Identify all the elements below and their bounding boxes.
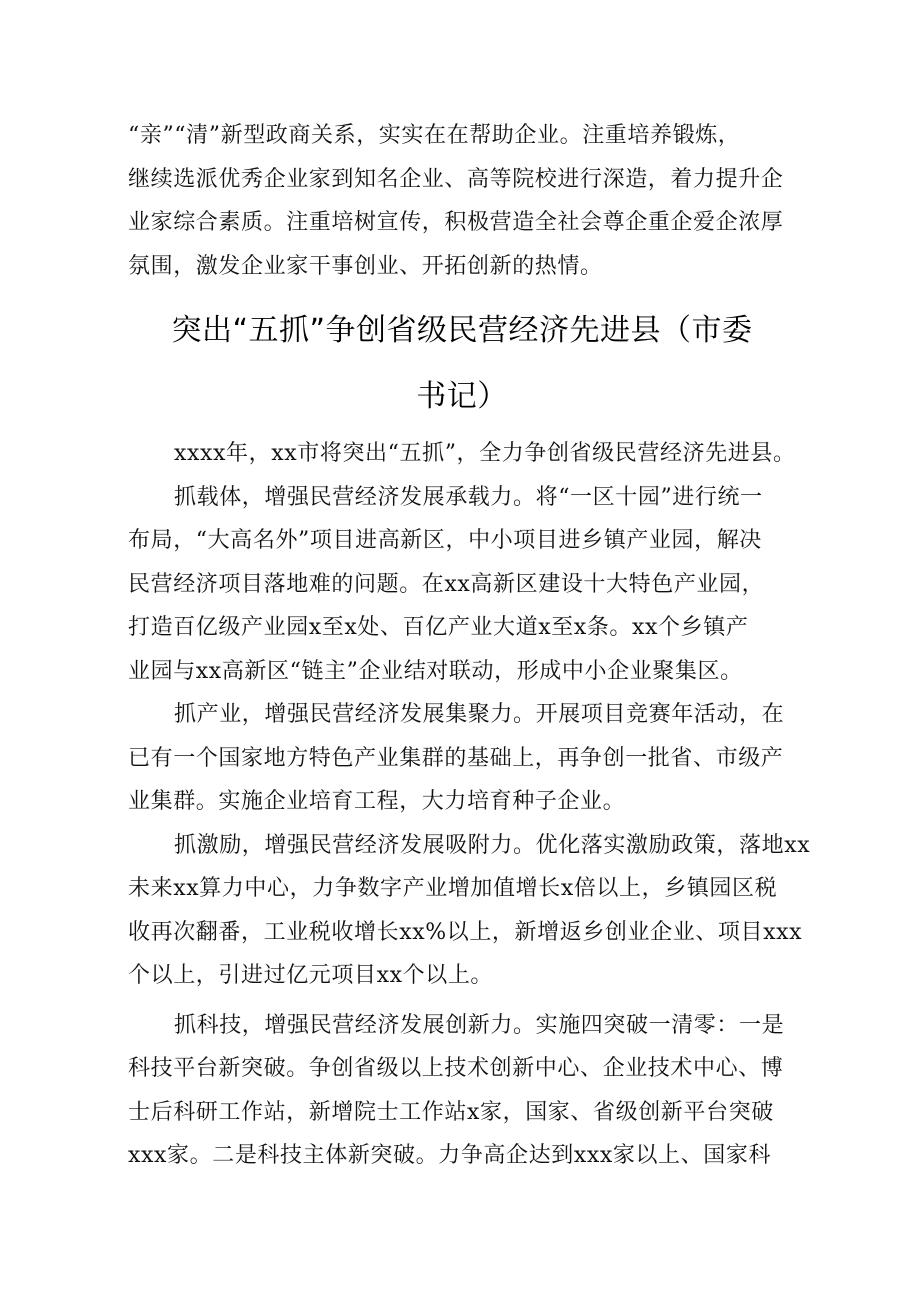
paragraph-carrier	[128, 476, 796, 694]
text-line: “亲”“清”新型政商关系，实实在在帮助企业。注重培养锻炼，	[128, 123, 741, 148]
text-line: 士后科研工作站，新增院士工作站x家，国家、省级创新平台突破	[128, 1099, 774, 1125]
text-line: 抓激励，增强民营经济发展吸附力。优化落实激励政策，落地xx	[174, 832, 811, 858]
heading-line: 书记）	[416, 379, 508, 414]
text-line: 抓科技，增强民营经济发展创新力。实施四突破一清零：一是	[174, 1012, 785, 1038]
text-line: 抓载体，增强民营经济发展承载力。将“一区十园”进行统一	[174, 484, 763, 510]
text-line: 业家综合素质。注重培树宣传，积极营造全社会尊企重企爱企浓厚	[128, 210, 784, 235]
text-line: 民营经济项目落地难的问题。在xx高新区建设十大特色产业园，	[128, 571, 765, 597]
text-line: 抓产业，增强民营经济发展集聚力。开展项目竞赛年活动，在	[174, 702, 785, 727]
paragraph-industry	[128, 693, 796, 824]
text-line: 打造百亿级产业园x至x处、百亿产业大道x至x条。xx个乡镇产	[128, 615, 749, 640]
paragraph-overview	[128, 432, 796, 476]
text-line: 氛围，激发企业家干事创业、开拓创新的热情。	[128, 253, 603, 279]
text-line: 收再次翻番，工业税收增长xx%以上，新增返乡创业企业、项目xxx	[128, 919, 803, 945]
heading-line: 突出“五抓”争创省级民营经济先进县（市委	[171, 313, 753, 348]
text-line: 继续选派优秀企业家到知名企业、高等院校进行深造，着力提升企	[128, 166, 784, 192]
section-heading	[128, 298, 796, 430]
paragraph-incentive	[128, 824, 811, 998]
text-line: 科技平台新突破。争创省级以上技术创新中心、企业技术中心、博	[128, 1056, 784, 1081]
text-line: xxx家。二是科技主体新突破。力争高企达到xxx家以上、国家科	[128, 1143, 772, 1168]
text-line: 个以上，引进过亿元项目xx个以上。	[128, 963, 494, 988]
document-body	[128, 114, 811, 1178]
text-line: 业集群。实施企业培育工程，大力培育种子企业。	[128, 789, 626, 814]
text-line: 业园与xx高新区“链主”企业结对联动，形成中小企业聚集区。	[128, 658, 743, 684]
paragraph-technology	[128, 1004, 796, 1178]
text-line: 已有一个国家地方特色产业集群的基础上，再争创一批省、市级产	[128, 745, 784, 771]
text-line: 未来xx算力中心，力争数字产业增加值增长x倍以上，乡镇园区税	[128, 876, 778, 901]
text-line: 布局，“大高名外”项目进高新区，中小项目进乡镇产业园，解决	[128, 528, 762, 553]
intro-paragraph	[128, 114, 796, 288]
text-line: xxxx年，xx市将突出“五抓”，全力争创省级民营经济先进县。	[174, 441, 796, 466]
